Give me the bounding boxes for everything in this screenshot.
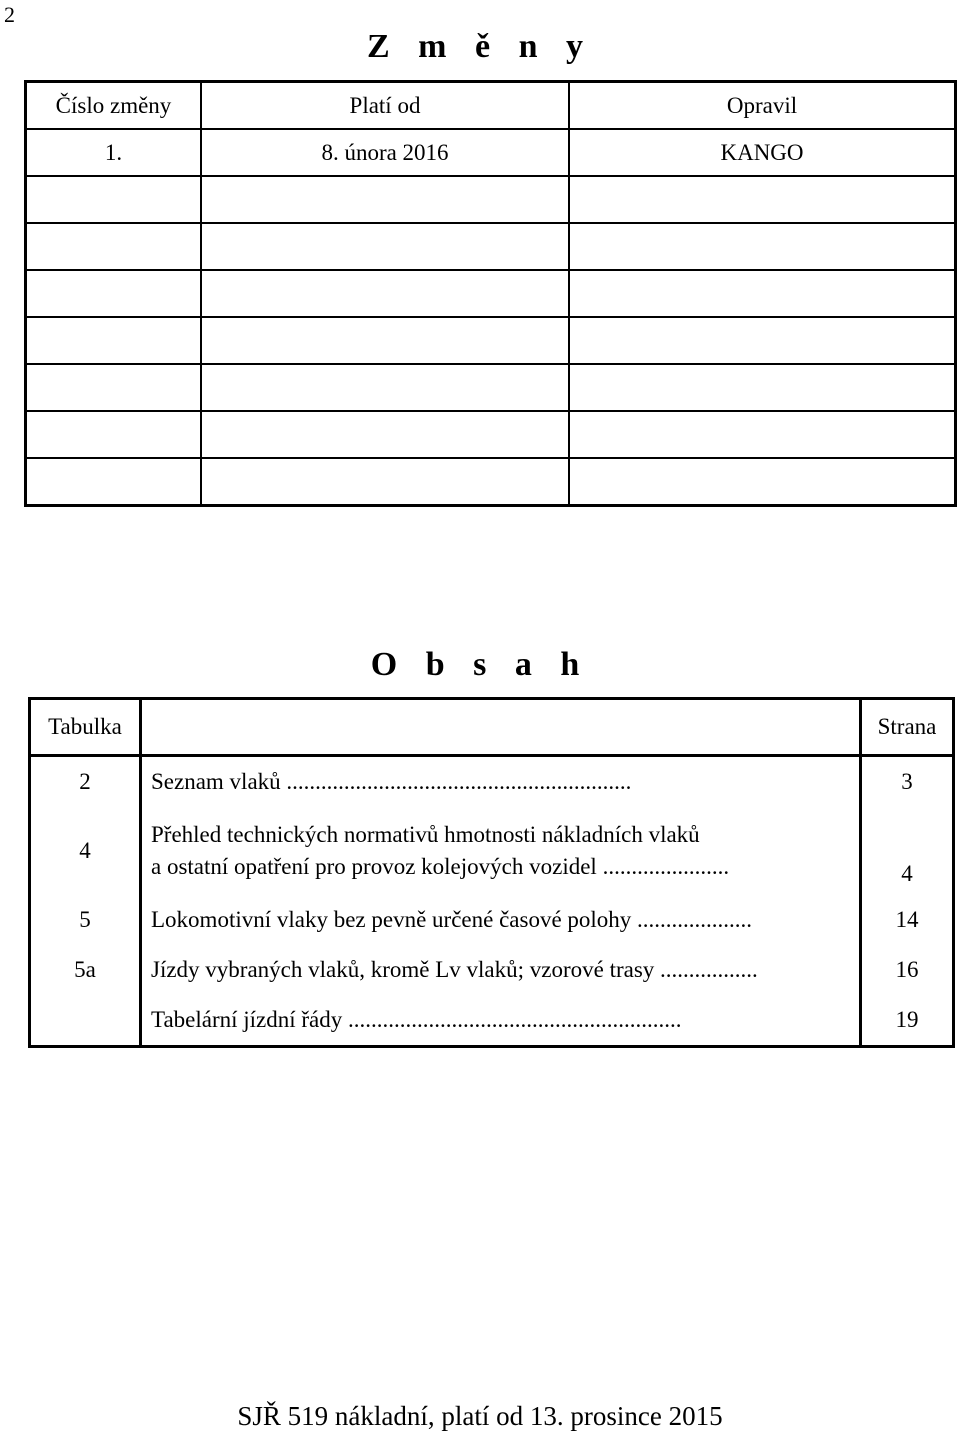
change-number-cell: [26, 223, 202, 270]
table-number: 2: [30, 756, 141, 808]
changes-row: [26, 411, 956, 458]
changes-row: [26, 364, 956, 411]
table-number: 5a: [30, 945, 141, 995]
page-reference: 14: [895, 907, 919, 932]
corrected-by-cell: [569, 223, 956, 270]
entry-description: [141, 807, 861, 895]
page-reference: 16: [895, 957, 919, 982]
valid-from-cell: 8. února 2016: [201, 129, 569, 176]
contents-title: O b s a h: [370, 646, 590, 683]
corrected-by-cell: [569, 458, 956, 506]
change-number-cell: [26, 176, 202, 223]
corrected-by-cell: [569, 270, 956, 317]
page-number: 2: [4, 2, 15, 27]
entry-description-line: Jízdy vybraných vlaků, kromě Lv vlaků; vzorové trasy .................: [151, 957, 758, 982]
header-table: Tabulka: [30, 699, 141, 756]
valid-from-cell: [201, 317, 569, 364]
contents-header-row: [30, 699, 954, 756]
table-number: 5: [30, 895, 141, 945]
valid-from-cell: [201, 364, 569, 411]
contents-row: [30, 895, 954, 945]
footer: SJŘ 519 nákladní, platí od 13. prosince 2015: [237, 1401, 723, 1431]
valid-from-cell: [201, 176, 569, 223]
contents-row: [30, 807, 954, 895]
table-number: 4: [30, 807, 141, 895]
changes-row: [26, 317, 956, 364]
contents-row: [30, 756, 954, 808]
change-number-cell: [26, 317, 202, 364]
changes-header-row: [26, 82, 956, 130]
header-valid-from: Platí od: [201, 82, 569, 130]
change-number-cell: [26, 411, 202, 458]
corrected-by-cell: [569, 364, 956, 411]
entry-description-line: Tabelární jízdní řády ..........................................................: [151, 1007, 682, 1032]
entry-description: [141, 995, 861, 1047]
valid-from-cell: [201, 411, 569, 458]
change-number-cell: [26, 364, 202, 411]
page-reference: 3: [901, 769, 913, 794]
change-number-cell: [26, 270, 202, 317]
header-page: Strana: [861, 699, 954, 756]
entry-description-line: a ostatní opatření pro provoz kolejových vozidel ......................: [151, 854, 730, 879]
entry-description-line: Lokomotivní vlaky bez pevně určené časové polohy ....................: [151, 907, 753, 932]
valid-from-cell: [201, 223, 569, 270]
header-corrected-by: Opravil: [569, 82, 956, 130]
header-change-number: Číslo změny: [26, 82, 202, 130]
valid-from-cell: [201, 270, 569, 317]
corrected-by-cell: [569, 317, 956, 364]
change-number-cell: 1.: [26, 129, 202, 176]
contents-row: [30, 995, 954, 1047]
changes-title: Z m ě n y: [367, 28, 593, 65]
entry-description: [141, 895, 861, 945]
corrected-by-cell: [569, 411, 956, 458]
changes-table: [24, 80, 957, 507]
entry-description-line: Přehled technických normativů hmotnosti nákladních vlaků: [151, 822, 700, 847]
page-reference: 4: [901, 861, 913, 886]
changes-row: [26, 176, 956, 223]
contents-table: [28, 697, 955, 1048]
header-description: [141, 699, 861, 756]
corrected-by-cell: [569, 176, 956, 223]
corrected-by-cell: KANGO: [569, 129, 956, 176]
entry-description: [141, 756, 861, 808]
valid-from-cell: [201, 458, 569, 506]
contents-row: [30, 945, 954, 995]
page-reference: 19: [895, 1007, 919, 1032]
table-number: [30, 995, 141, 1047]
changes-row: [26, 129, 956, 176]
entry-description-line: Seznam vlaků ............................................................: [151, 769, 632, 794]
entry-description: [141, 945, 861, 995]
changes-row: [26, 270, 956, 317]
change-number-cell: [26, 458, 202, 506]
changes-row: [26, 458, 956, 506]
changes-row: [26, 223, 956, 270]
